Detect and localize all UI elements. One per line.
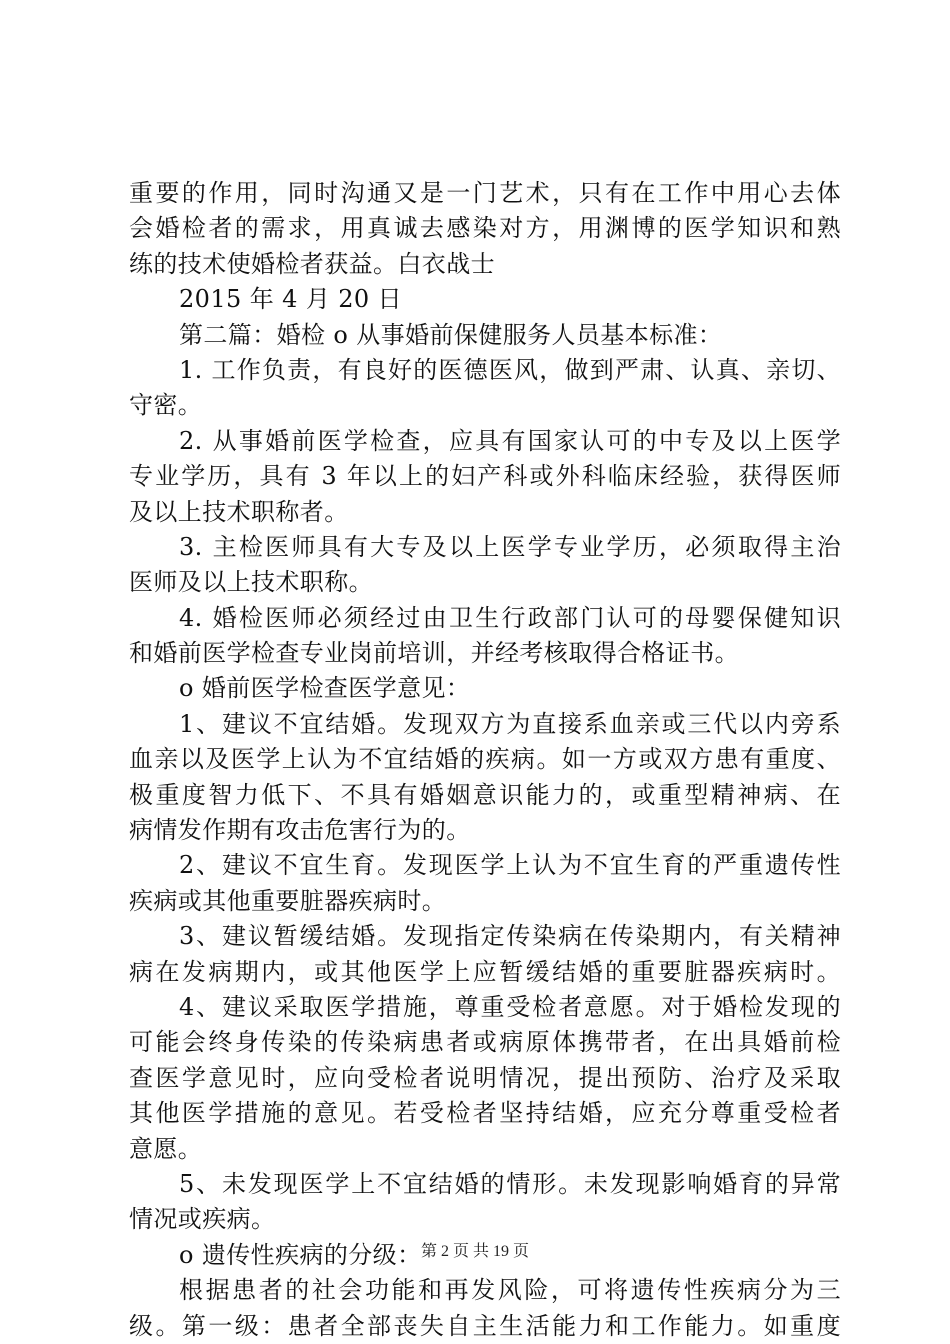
text-line: 练的技术使婚检者获益。白衣战士	[129, 249, 495, 278]
document-body	[129, 176, 841, 1344]
section-heading: o 婚前医学检查医学意见：	[179, 674, 471, 703]
text-line: 病在发病期内，或其他医学上应暂缓结婚的重要脏器疾病时。	[129, 957, 841, 986]
text-line: 其他医学措施的意见。若受检者坚持结婚，应充分尊重受检者	[129, 1099, 841, 1128]
text-line: 根据患者的社会功能和再发风险，可将遗传性疾病分为三	[179, 1276, 841, 1305]
text-line: 极重度智力低下、不具有婚姻意识能力的，或重型精神病、在	[129, 780, 841, 809]
text-line: 2、建议不宜生育。发现医学上认为不宜生育的严重遗传性	[179, 851, 841, 880]
text-line: 病情发作期有攻击危害行为的。	[129, 816, 471, 845]
text-line: 重要的作用，同时沟通又是一门艺术，只有在工作中用心去体	[129, 179, 841, 207]
text-line: 医师及以上技术职称。	[129, 568, 373, 597]
text-line: 1、建议不宜结婚。发现双方为直接系血亲或三代以内旁系	[179, 709, 841, 738]
text-line: 守密。	[129, 391, 203, 420]
text-line: 5、未发现医学上不宜结婚的情形。未发现影响婚育的异常	[179, 1169, 841, 1198]
text-line: 和婚前医学检查专业岗前培训，并经考核取得合格证书。	[129, 639, 739, 668]
text-line: 意愿。	[129, 1134, 203, 1163]
text-line: 疾病或其他重要脏器疾病时。	[129, 886, 447, 915]
text-line: 1. 工作负责，有良好的医德医风，做到严肃、认真、亲切、	[179, 355, 841, 384]
text-line: 会婚检者的需求，用真诚去感染对方，用渊博的医学知识和熟	[129, 214, 841, 243]
text-line: 查医学意见时，应向受检者说明情况，提出预防、治疗及采取	[129, 1063, 841, 1092]
text-line: 专业学历，具有 3 年以上的妇产科或外科临床经验，获得医师	[129, 462, 841, 491]
text-line: 4、建议采取医学措施，尊重受检者意愿。对于婚检发现的	[179, 992, 841, 1021]
text-line: 级。第一级：患者全部丧失自主生活能力和工作能力。如重度	[129, 1311, 841, 1340]
text-line: 3、建议暂缓结婚。发现指定传染病在传染期内，有关精神	[179, 922, 841, 951]
text-line: 可能会终身传染的传染病患者或病原体携带者，在出具婚前检	[129, 1028, 841, 1057]
page-number-footer: 第 2 页 共 19 页	[420, 1243, 529, 1260]
text-line: 及以上技术职称者。	[129, 497, 349, 526]
section-heading: o 遗传性疾病的分级：	[179, 1240, 422, 1269]
text-line: 血亲以及医学上认为不宜结婚的疾病。如一方或双方患有重度、	[129, 745, 841, 774]
text-line: 2. 从事婚前医学检查，应具有国家认可的中专及以上医学	[179, 426, 841, 455]
text-line: 情况或疾病。	[129, 1205, 276, 1234]
text-line: 3. 主检医师具有大专及以上医学专业学历，必须取得主治	[179, 532, 841, 561]
date-line: 2015 年 4 月 20 日	[179, 285, 403, 314]
text-line: 4. 婚检医师必须经过由卫生行政部门认可的母婴保健知识	[179, 603, 841, 632]
section-heading: 第二篇：婚检 o 从事婚前保健服务人员基本标准：	[179, 320, 723, 349]
